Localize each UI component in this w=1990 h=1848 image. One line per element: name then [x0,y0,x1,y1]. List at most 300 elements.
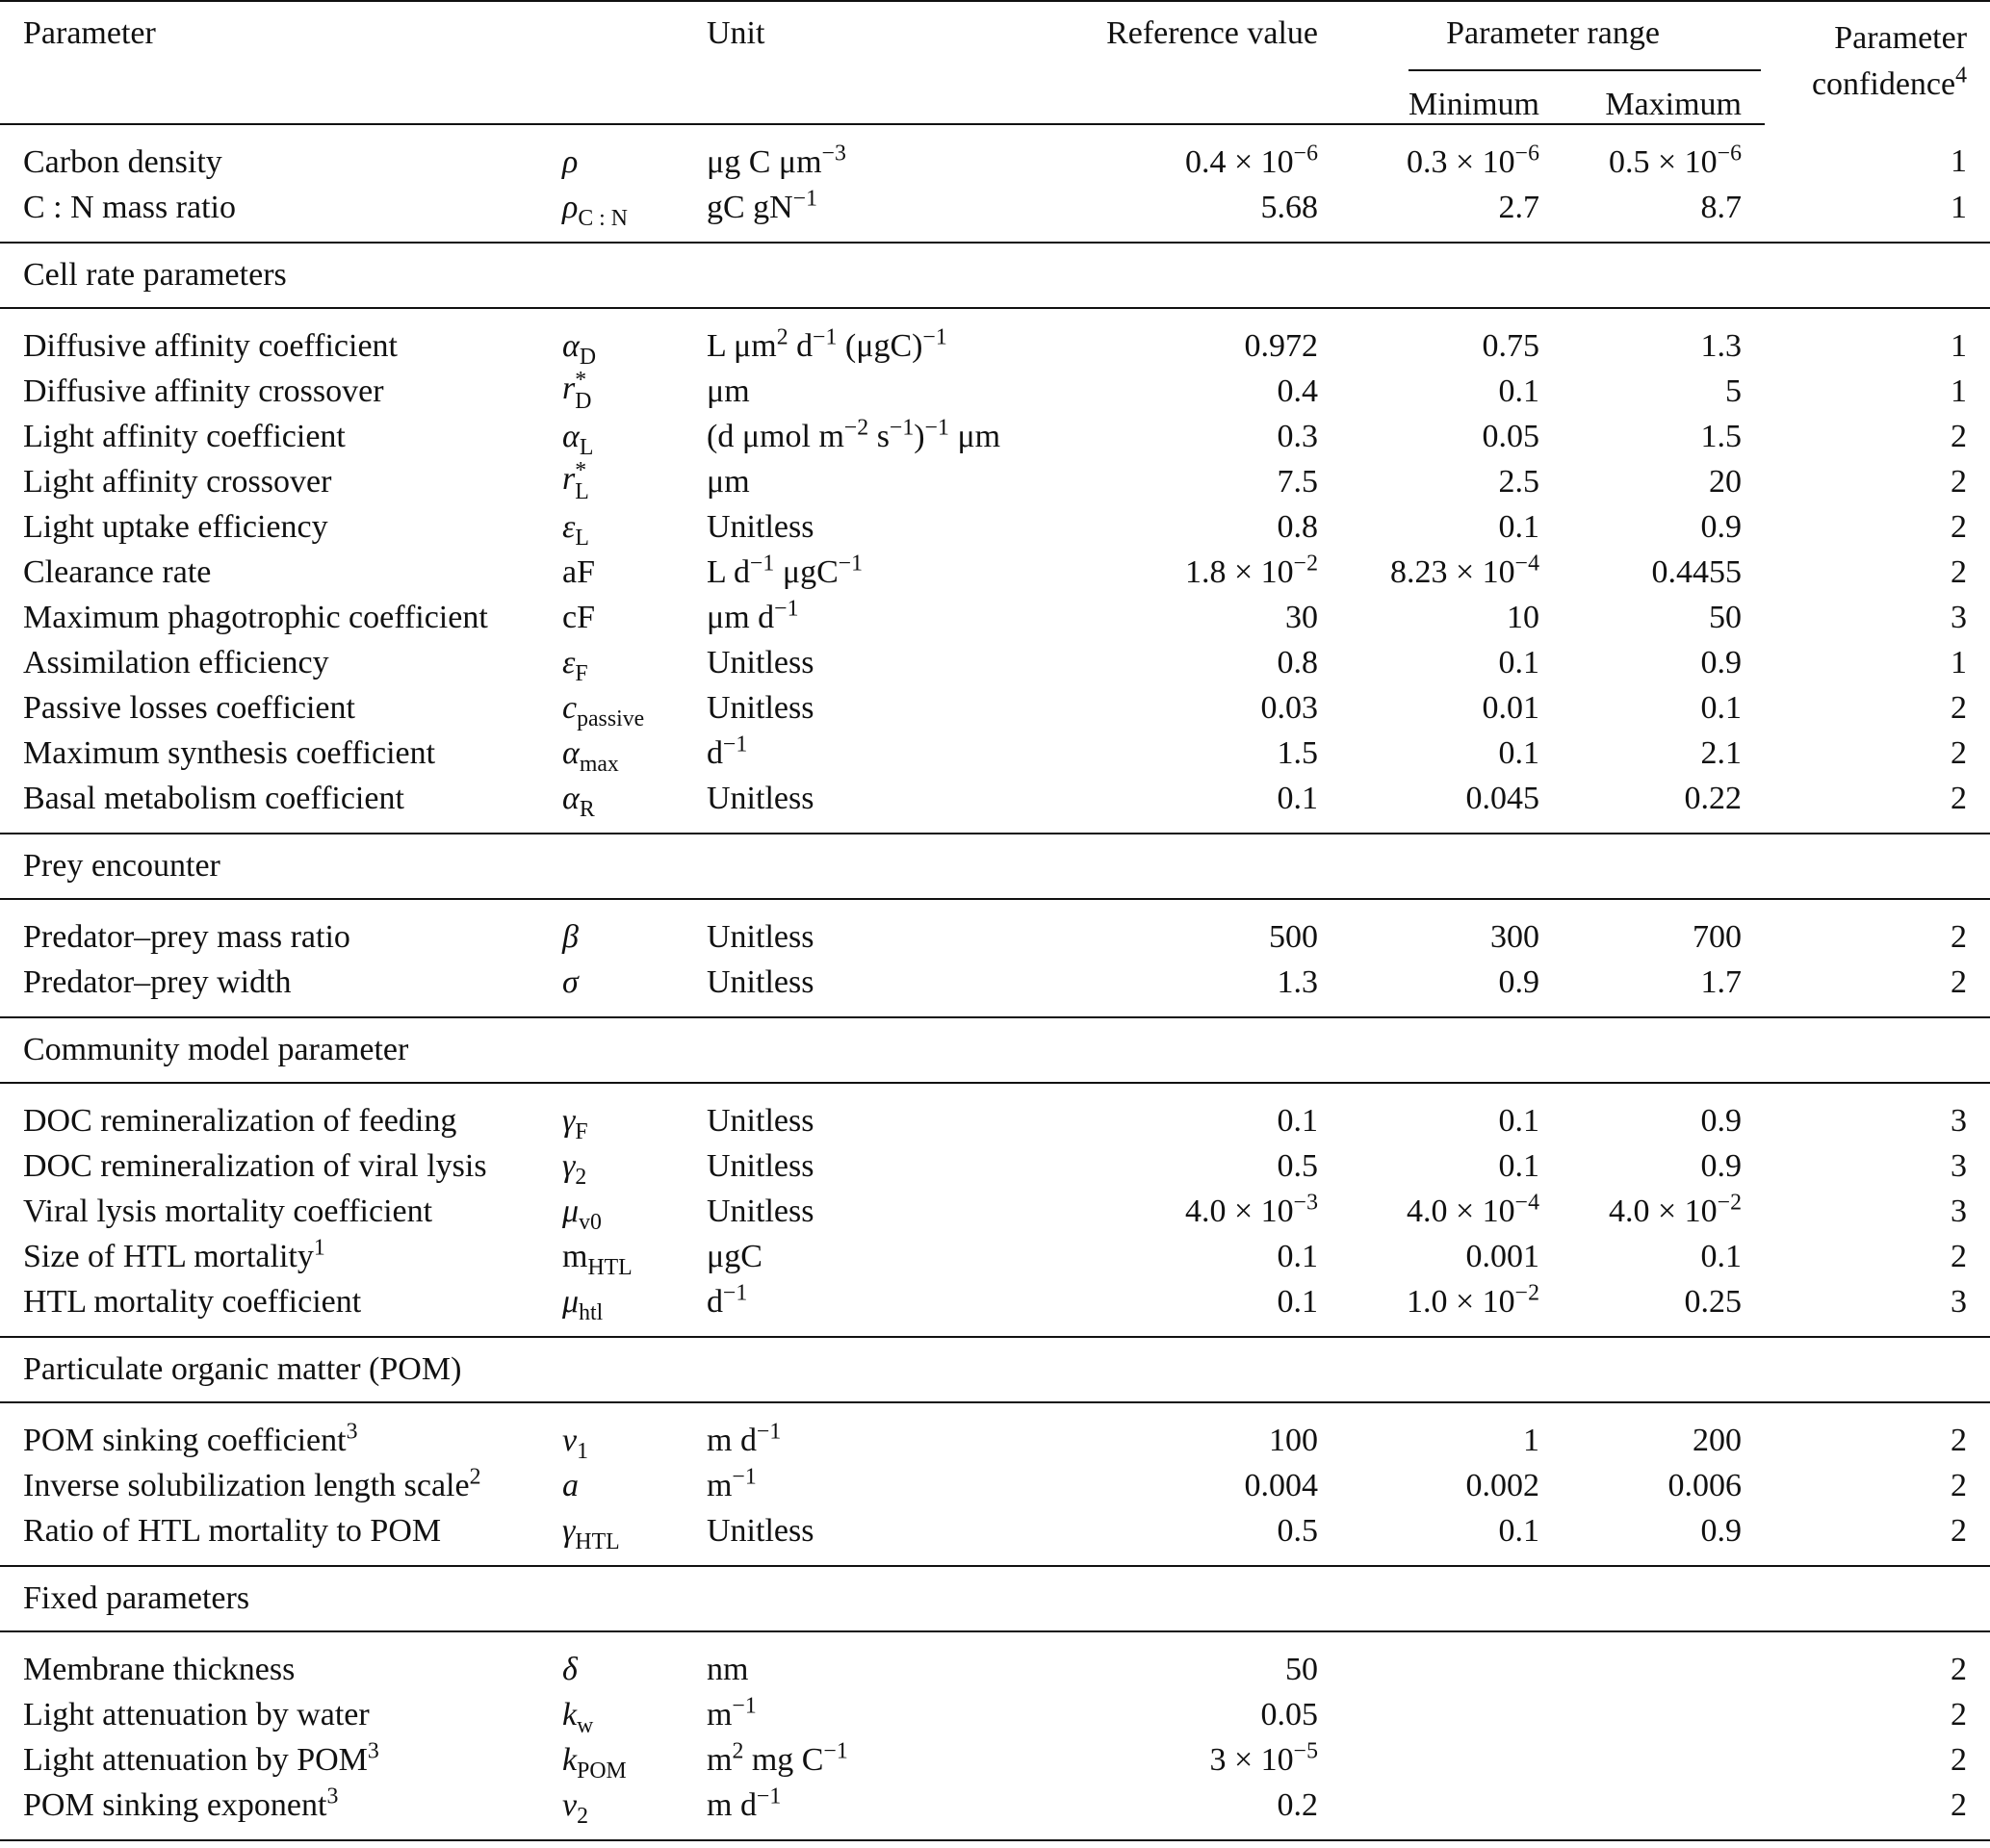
range-minimum-exp: −4 [1514,551,1539,577]
header-range-label: Parameter range [1446,15,1660,51]
unit-exp: −1 [774,596,799,622]
parameter-name-text: Diffusive affinity crossover [23,372,384,409]
range-minimum [1341,459,1563,504]
table-row [0,459,1990,504]
unit-text: gC gN [707,189,793,225]
symbol-base: k [562,1741,578,1778]
symbol-scripts [575,458,589,504]
section-title: Particulate organic matter (POM) [0,1337,1990,1402]
range-maximum [1563,1463,1765,1508]
parameter-name [0,1234,539,1279]
reference-value-text: 0.2 [1277,1786,1318,1823]
parameter-symbol [539,1189,684,1234]
unit-exp: −1 [732,1693,757,1719]
range-maximum [1563,1692,1765,1737]
unit-text: Unitless [707,780,814,816]
reference-value [1045,1631,1341,1692]
range-minimum [1341,1631,1563,1692]
range-maximum-text: 0.9 [1700,1102,1743,1139]
range-maximum [1563,731,1765,776]
range-minimum-text: 0.01 [1482,689,1539,726]
reference-value [1045,124,1341,185]
range-maximum-text: 1.3 [1700,327,1743,364]
parameter-name [0,1508,539,1566]
table-row [0,640,1990,685]
symbol-sub: D [575,388,592,414]
unit-text: Unitless [707,918,814,955]
header-confidence-line2: confidence [1811,66,1956,102]
parameter-unit [684,1234,1045,1279]
parameter-unit [684,595,1045,640]
unit-text: Unitless [707,1512,814,1549]
parameter-name [0,124,539,185]
range-maximum [1563,640,1765,685]
range-maximum [1563,550,1765,595]
range-maximum [1563,899,1765,960]
range-minimum-text: 2.7 [1498,189,1539,225]
parameter-name [0,960,539,1017]
range-maximum [1563,776,1765,834]
confidence: 2 [1951,918,1968,955]
parameter-symbol [539,960,684,1017]
reference-value-text: 0.8 [1277,644,1318,680]
footnote-marker: 3 [346,1419,358,1445]
reference-value [1045,640,1341,685]
range-maximum-text: 4.0 × 10 [1609,1193,1718,1229]
unit-exp: −1 [723,732,748,757]
footnote-marker: 1 [313,1235,325,1261]
parameter-name [0,1189,539,1234]
table-row [0,1631,1990,1692]
confidence: 3 [1951,599,1968,635]
range-maximum-text: 1.7 [1700,963,1743,1000]
range-minimum-text: 0.1 [1498,1512,1539,1549]
range-minimum-text: 0.045 [1465,780,1539,816]
confidence: 2 [1951,689,1968,726]
range-maximum-text: 8.7 [1700,189,1743,225]
parameter-symbol [539,685,684,731]
range-maximum [1563,459,1765,504]
symbol-base: aF [562,553,595,590]
range-maximum [1563,1783,1765,1840]
range-minimum-text: 10 [1507,599,1539,635]
unit-exp: −1 [792,186,818,212]
parameter-symbol [539,595,684,640]
confidence: 2 [1951,1238,1968,1274]
unit-exp: −1 [756,1784,782,1810]
parameter-name-text: Clearance rate [23,553,212,590]
reference-value-text: 0.3 [1277,418,1318,454]
reference-value [1045,776,1341,834]
unit-text: Unitless [707,1102,814,1139]
symbol-base: v [562,1786,578,1823]
reference-value-text: 0.8 [1277,508,1318,545]
range-maximum-text: 0.006 [1667,1467,1743,1503]
reference-value [1045,504,1341,550]
table-header [0,1,1990,124]
section-header [0,243,1990,308]
range-maximum [1563,960,1765,1017]
unit-tail3: μm [948,418,1001,454]
parameter-name [0,550,539,595]
unit-exp2: −1 [838,551,864,577]
reference-value-text: 1.8 × 10 [1184,553,1294,590]
parameter-name-text: Basal metabolism coefficient [23,780,404,816]
range-maximum [1563,1508,1765,1566]
reference-value [1045,308,1341,369]
confidence: 1 [1951,372,1968,409]
reference-value-exp: −5 [1293,1738,1318,1764]
range-minimum [1341,776,1563,834]
confidence: 2 [1951,508,1968,545]
symbol-base: r [562,461,576,498]
parameter-name [0,414,539,459]
footnote-marker: 3 [326,1784,339,1810]
footnote-marker: 3 [367,1738,379,1764]
header-parameter-range [1341,1,1765,69]
symbol-base: α [562,327,580,364]
reference-value [1045,459,1341,504]
range-maximum-text: 0.5 × 10 [1609,143,1718,180]
unit-tail: s [868,418,890,454]
range-maximum [1563,1631,1765,1692]
parameter-unit [684,1463,1045,1508]
unit-exp: −1 [723,1280,748,1306]
unit-text: Unitless [707,644,814,680]
unit-exp2: −1 [889,415,915,441]
reference-value-text: 0.4 [1277,372,1318,409]
parameter-name [0,595,539,640]
unit-tail2: ) [914,418,925,454]
parameter-symbol [539,1402,684,1463]
confidence: 3 [1951,1147,1968,1184]
parameter-name-text: C : N mass ratio [23,189,236,225]
range-maximum [1563,1234,1765,1279]
table-row [0,595,1990,640]
symbol-sup: * [575,458,587,484]
unit-text: m [707,1467,733,1503]
reference-value-text: 0.05 [1260,1696,1318,1732]
table-row [0,124,1990,185]
parameter-name-text: Light affinity coefficient [23,418,346,454]
symbol-sub: D [579,344,597,370]
symbol-sub: L [579,434,594,460]
unit-exp2: −1 [813,324,838,350]
unit-tail: μgC [774,553,839,590]
confidence: 2 [1951,1422,1968,1458]
unit-exp: 2 [732,1738,744,1764]
range-minimum [1341,550,1563,595]
parameter-name [0,640,539,685]
parameter-name-text: Carbon density [23,143,222,180]
reference-value-text: 0.1 [1277,1238,1318,1274]
unit-text: μg C μm [707,143,822,180]
table-row [0,1083,1990,1143]
reference-value-exp: −6 [1293,141,1318,167]
range-minimum-text: 0.9 [1498,963,1539,1000]
range-maximum [1563,308,1765,369]
range-minimum [1341,1234,1563,1279]
footnote-marker: 2 [469,1464,481,1490]
range-maximum-text: 1.5 [1700,418,1743,454]
section-title: Community model parameter [0,1017,1990,1083]
parameter-unit [684,504,1045,550]
parameter-name [0,1783,539,1840]
parameter-symbol [539,1083,684,1143]
confidence: 2 [1951,780,1968,816]
parameter-unit [684,308,1045,369]
parameter-unit [684,414,1045,459]
range-maximum-text: 0.22 [1684,780,1743,816]
reference-value [1045,1189,1341,1234]
symbol-base: r [562,371,576,407]
confidence: 2 [1951,1651,1968,1687]
confidence: 1 [1951,143,1968,179]
range-maximum-text: 0.9 [1700,508,1743,545]
parameter-unit [684,1692,1045,1737]
range-minimum-text: 4.0 × 10 [1406,1193,1515,1229]
range-maximum-text: 700 [1693,918,1743,955]
reference-value-text: 0.5 [1277,1512,1318,1549]
parameter-name [0,1737,539,1783]
range-minimum [1341,731,1563,776]
unit-text: d [707,734,723,771]
symbol-base: cF [562,599,595,635]
parameter-symbol [539,1143,684,1189]
table-row [0,1783,1990,1840]
symbol-sub: v0 [579,1209,602,1235]
parameter-symbol [539,1463,684,1508]
table-row [0,414,1990,459]
parameter-name [0,308,539,369]
parameter-name-text: Inverse solubilization length scale [23,1467,470,1503]
parameter-symbol [539,504,684,550]
range-minimum [1341,1083,1563,1143]
reference-value-text: 100 [1269,1422,1318,1458]
reference-value [1045,414,1341,459]
symbol-sub: POM [577,1758,627,1784]
range-maximum [1563,1737,1765,1783]
parameter-name [0,1692,539,1737]
range-maximum-text: 0.1 [1700,1238,1743,1274]
range-minimum [1341,1279,1563,1337]
range-minimum [1341,960,1563,1017]
parameter-unit [684,1279,1045,1337]
reference-value-text: 50 [1285,1651,1318,1687]
range-maximum-text: 50 [1709,599,1743,635]
section-header [0,1017,1990,1083]
symbol-sub: F [575,660,588,686]
confidence: 2 [1951,1512,1968,1549]
range-maximum [1563,124,1765,185]
range-minimum-text: 300 [1490,918,1539,955]
symbol-sub: HTL [587,1254,633,1280]
unit-text: m [707,1696,733,1732]
parameter-name-text: Viral lysis mortality coefficient [23,1193,433,1229]
symbol-sub: R [579,796,595,822]
confidence: 2 [1951,463,1968,500]
unit-text: μm [707,372,750,409]
range-maximum [1563,504,1765,550]
range-minimum [1341,685,1563,731]
parameter-unit [684,640,1045,685]
reference-value-text: 30 [1285,599,1318,635]
unit-tail2: (μgC) [837,327,923,364]
symbol-sub: max [579,751,619,777]
confidence: 2 [1951,963,1968,1000]
unit-text: μm [707,463,750,500]
parameter-symbol [539,1508,684,1566]
unit-text: μm d [707,599,775,635]
range-minimum [1341,185,1563,243]
section-title: Prey encounter [0,834,1990,899]
range-maximum-text: 0.9 [1700,1512,1743,1549]
parameter-name [0,1279,539,1337]
range-maximum-text: 20 [1709,463,1743,500]
table-row [0,1508,1990,1566]
range-maximum [1563,595,1765,640]
parameter-symbol [539,1279,684,1337]
header-symbol [539,1,684,69]
parameter-symbol [539,1234,684,1279]
range-minimum-text: 0.1 [1498,1102,1539,1139]
reference-value [1045,185,1341,243]
parameter-name-text: Ratio of HTL mortality to POM [23,1512,442,1549]
reference-value-text: 0.4 × 10 [1184,143,1294,180]
reference-value-text: 5.68 [1260,189,1318,225]
symbol-sub: C : N [578,205,628,231]
parameter-name-text: Light attenuation by POM [23,1741,368,1778]
reference-value [1045,1279,1341,1337]
header-unit: Unit [684,1,1045,69]
reference-value [1045,1402,1341,1463]
range-minimum [1341,1143,1563,1189]
parameter-unit [684,776,1045,834]
parameter-unit [684,899,1045,960]
range-maximum-text: 0.1 [1700,689,1743,726]
unit-text: d [707,1283,723,1320]
symbol-base: α [562,734,580,771]
reference-value [1045,550,1341,595]
unit-text: μgC [707,1238,762,1274]
unit-tail: mg C [743,1741,824,1778]
parameter-unit [684,1143,1045,1189]
confidence: 2 [1951,1696,1968,1732]
range-minimum-exp: −4 [1514,1190,1539,1216]
symbol-scripts [575,368,592,414]
table-row [0,1402,1990,1463]
unit-text: nm [707,1651,749,1687]
parameter-unit [684,550,1045,595]
symbol-sub: passive [577,706,645,732]
reference-value [1045,1692,1341,1737]
symbol-base: m [562,1238,588,1274]
parameter-name-text: Membrane thickness [23,1651,296,1687]
symbol-base: ε [562,644,576,680]
parameter-unit [684,731,1045,776]
reference-value [1045,369,1341,414]
range-minimum-text: 0.1 [1498,644,1539,680]
parameter-unit [684,960,1045,1017]
parameter-name-text: Maximum synthesis coefficient [23,734,436,771]
range-minimum [1341,1463,1563,1508]
range-minimum-text: 0.002 [1465,1467,1539,1503]
reference-value-text: 1.5 [1277,734,1318,771]
parameter-name-text: DOC remineralization of viral lysis [23,1147,487,1184]
range-minimum-text: 0.75 [1482,327,1539,364]
parameter-name [0,369,539,414]
table-row [0,776,1990,834]
confidence: 1 [1951,644,1968,680]
parameter-name-text: Assimilation efficiency [23,644,329,680]
symbol-base: c [562,689,578,726]
range-maximum-text: 0.9 [1700,644,1743,680]
reference-value-text: 500 [1269,918,1318,955]
parameter-name [0,185,539,243]
symbol-base: δ [562,1651,578,1687]
parameter-name-text: Light uptake efficiency [23,508,328,545]
reference-value [1045,1083,1341,1143]
header-maximum: Maximum [1605,87,1743,122]
reference-value [1045,1143,1341,1189]
parameter-symbol [539,369,684,414]
reference-value-text: 0.004 [1244,1467,1318,1503]
parameter-name-text: DOC remineralization of feeding [23,1102,457,1139]
parameter-unit [684,1508,1045,1566]
table-row [0,185,1990,243]
symbol-sub: 1 [577,1438,588,1464]
symbol-base: k [562,1696,578,1732]
parameter-name [0,459,539,504]
range-minimum [1341,640,1563,685]
range-minimum-exp: −6 [1514,141,1539,167]
range-minimum [1341,369,1563,414]
parameter-unit [684,459,1045,504]
table-row [0,685,1990,731]
table-body [0,124,1990,1840]
table-row [0,1737,1990,1783]
confidence: 1 [1951,327,1968,364]
unit-text: L μm [707,327,777,364]
unit-exp3: −1 [924,415,949,441]
parameter-name [0,685,539,731]
reference-value [1045,595,1341,640]
parameter-name-text: Light attenuation by water [23,1696,370,1732]
table-row [0,899,1990,960]
parameter-name [0,1631,539,1692]
symbol-base: γ [562,1512,576,1549]
section-header [0,1337,1990,1402]
parameter-symbol [539,1737,684,1783]
parameter-name-text: Predator–prey mass ratio [23,918,350,955]
section-title: Cell rate parameters [0,243,1990,308]
parameter-name [0,1402,539,1463]
symbol-base: γ [562,1147,576,1184]
confidence: 2 [1951,1741,1968,1778]
table-row [0,1234,1990,1279]
range-maximum [1563,1279,1765,1337]
header-parameter: Parameter [0,1,539,69]
unit-tail: d [788,327,814,364]
reference-value-exp: −3 [1293,1190,1318,1216]
symbol-sub: 2 [575,1164,587,1190]
parameter-name [0,776,539,834]
parameter-symbol [539,776,684,834]
header-confidence [1765,1,1990,124]
range-maximum [1563,1402,1765,1463]
symbol-sub: htl [579,1299,604,1325]
range-maximum [1563,1189,1765,1234]
